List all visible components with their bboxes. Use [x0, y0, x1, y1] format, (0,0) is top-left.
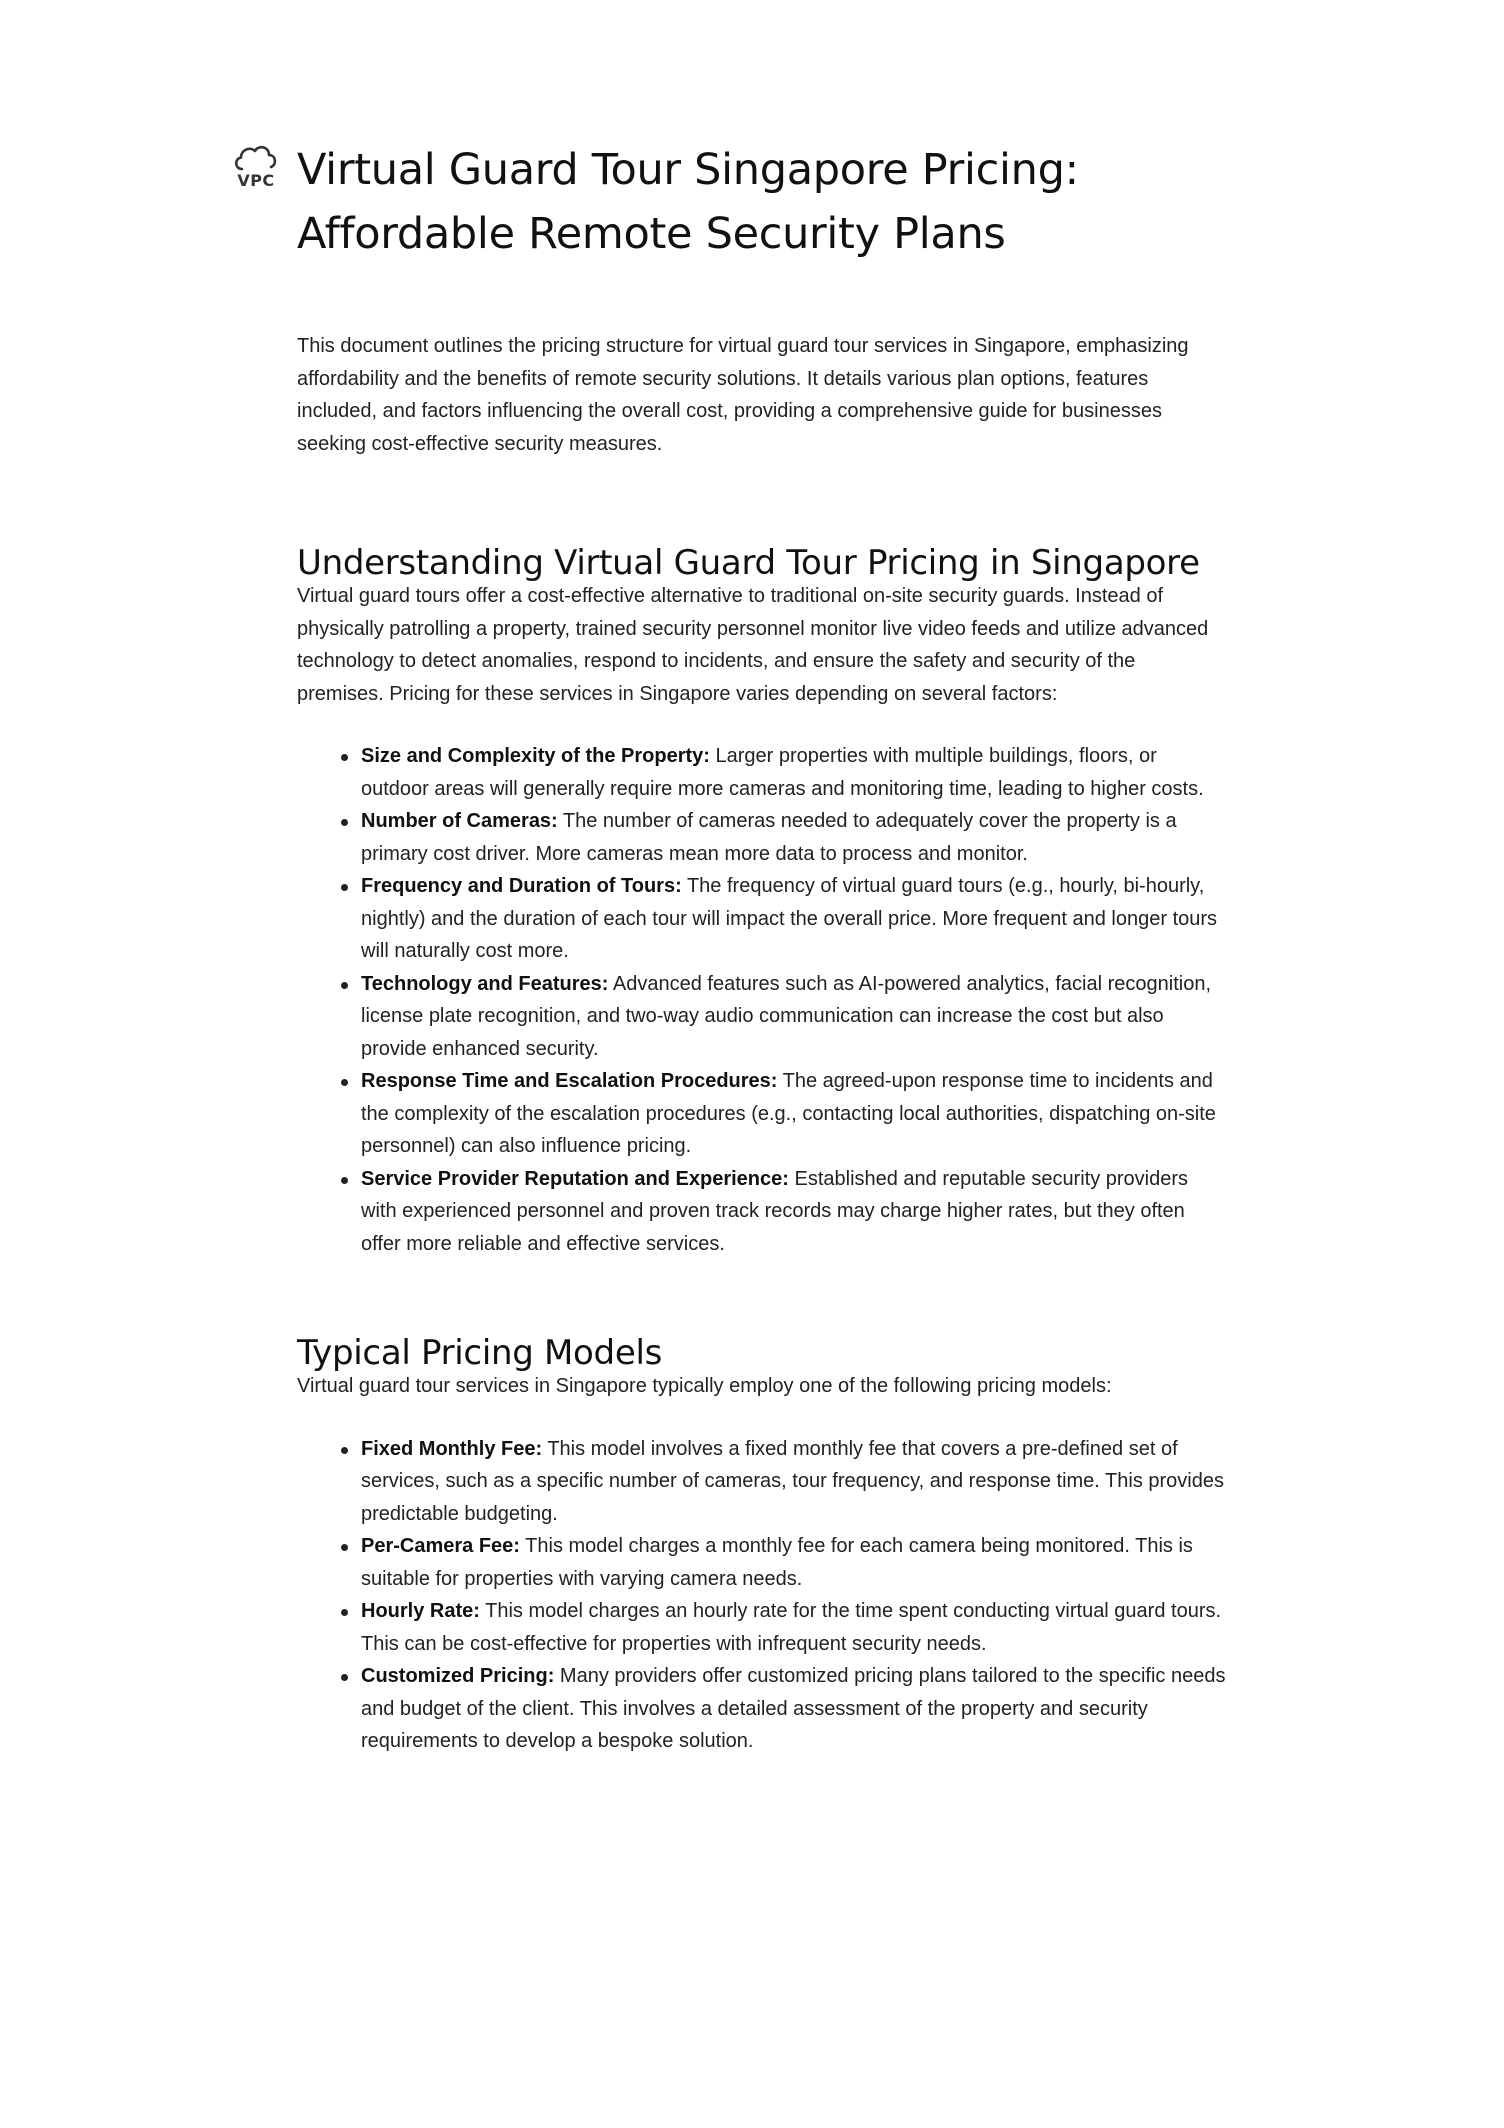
list-item-text: This model charges a monthly fee for each camera being monitored. This is suitable for properties with varying camera needs.	[361, 1535, 1193, 1590]
pricing-factors-list	[297, 740, 1227, 1260]
bullet-icon	[341, 819, 348, 826]
bullet-icon	[341, 1609, 348, 1616]
logo	[232, 142, 280, 194]
list-item	[361, 805, 1227, 870]
section-heading-pricing-models: Typical Pricing Models	[297, 1333, 663, 1373]
list-item-text: Larger properties with multiple buildings, floors, or outdoor areas will generally require more cameras and monitoring time, leading to higher costs.	[361, 745, 1204, 800]
bullet-icon	[341, 982, 348, 989]
list-item-term: Number of Cameras:	[361, 810, 558, 832]
bullet-icon	[341, 1447, 348, 1454]
list-item	[361, 1595, 1227, 1660]
bullet-icon	[341, 1079, 348, 1086]
bullet-icon	[341, 754, 348, 761]
list-item-text: Many providers offer customized pricing plans tailored to the specific needs and budget of the client. This involves a detailed assessment of the property and security requirements to develop a bespoke solution.	[361, 1665, 1226, 1752]
list-item-term: Per-Camera Fee:	[361, 1535, 520, 1557]
list-item-text: The number of cameras needed to adequately cover the property is a primary cost driver. More cameras mean more data to process and monitor.	[361, 810, 1177, 865]
list-item-text: This model charges an hourly rate for the time spent conducting virtual guard tours. This can be cost-effective for properties with infrequent security needs.	[361, 1600, 1222, 1655]
list-item-term: Service Provider Reputation and Experience:	[361, 1167, 789, 1190]
list-item	[361, 968, 1227, 1066]
list-item-term: Technology and Features:	[361, 972, 609, 995]
bullet-icon	[341, 1177, 348, 1184]
section-paragraph-pricing-models: Virtual guard tour services in Singapore typically employ one of the following pricing models:	[297, 1375, 1112, 1397]
page-title: Virtual Guard Tour Singapore Pricing: Affordable Remote Security Plans	[297, 145, 1079, 259]
document-content	[297, 138, 1227, 1758]
list-item	[361, 740, 1227, 805]
list-item	[361, 1660, 1227, 1758]
pricing-models-list	[297, 1433, 1227, 1758]
list-item-text: This model involves a fixed monthly fee that covers a pre-defined set of services, such as a specific number of cameras, tour frequency, and response time. This provides predictable budgeting.	[361, 1437, 1224, 1525]
bullet-icon	[341, 884, 348, 891]
logo-text: VPC	[237, 171, 275, 190]
list-item	[361, 1433, 1227, 1531]
bullet-icon	[341, 1544, 348, 1551]
list-item	[361, 870, 1227, 968]
list-item-text: The frequency of virtual guard tours (e.g., hourly, bi-hourly, nightly) and the duration of each tour will impact the overall price. More frequent and longer tours will naturally cost more.	[361, 875, 1218, 962]
list-item-term: Frequency and Duration of Tours:	[361, 875, 682, 897]
list-item-text: Established and reputable security providers with experienced personnel and proven track records may charge higher rates, but they often offer more reliable and effective services.	[361, 1167, 1189, 1255]
list-item-term: Hourly Rate:	[361, 1600, 480, 1622]
section-heading-understanding: Understanding Virtual Guard Tour Pricing in Singapore	[297, 543, 1200, 583]
list-item-text: The agreed-upon response time to incidents and the complexity of the escalation procedures (e.g., contacting local authorities, dispatching on-site personnel) can also influence pricing.	[361, 1070, 1216, 1157]
list-item	[361, 1163, 1227, 1261]
list-item-term: Customized Pricing:	[361, 1665, 555, 1687]
section-paragraph-understanding: Virtual guard tours offer a cost-effective alternative to traditional on-site security guards. Instead of physically patrolling a property, trained security personnel monitor live video feeds and utilize advanced technology to detect anomalies, respond to incidents, and ensure the safety and security of the premises. Pricing for these services in Singapore varies depending on several factors:	[297, 585, 1209, 705]
list-item	[361, 1065, 1227, 1163]
list-item-term: Response Time and Escalation Procedures:	[361, 1070, 778, 1092]
list-item-text: Advanced features such as AI-powered analytics, facial recognition, license plate recognition, and two-way audio communication can increase the cost but also provide enhanced security.	[361, 972, 1212, 1060]
list-item-term: Fixed Monthly Fee:	[361, 1437, 543, 1460]
list-item	[361, 1530, 1227, 1595]
bullet-icon	[341, 1674, 348, 1681]
intro-paragraph: This document outlines the pricing structure for virtual guard tour services in Singapore, emphasizing affordability and the benefits of remote security solutions. It details various plan options, features included, and factors influencing the overall cost, providing a comprehensive guide for businesses seeking cost-effective security measures.	[297, 335, 1189, 455]
cloud-icon	[232, 142, 280, 174]
list-item-term: Size and Complexity of the Property:	[361, 745, 710, 767]
